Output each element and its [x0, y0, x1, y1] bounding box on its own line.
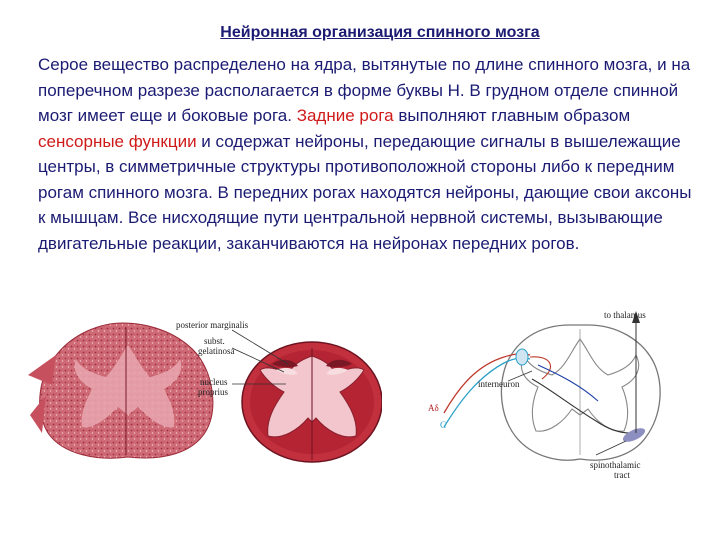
label-c-fiber: C: [440, 420, 447, 430]
slide-title: Нейронная организация спинного мозга: [220, 24, 540, 41]
schematic-section-svg: [232, 318, 382, 466]
label-posterior-marginalis: posterior marginalis: [176, 320, 249, 330]
schematic-section-image: [232, 318, 382, 466]
label-subst-gelatinosa-line2: gelatinosa: [198, 346, 235, 356]
label-nucleus-proprius-line2: proprius: [198, 387, 228, 397]
body-paragraph: [38, 52, 698, 256]
pain-pathway-svg: [420, 305, 690, 480]
paragraph-part-3: и содержат нейроны, передающие сигналы в вышележащие центры, в симметричные структуры противоположной стороны либо к передним рогам спинного мозга. В передних рогах находятся нейроны, дающие свои аксоны к мышцам. Все нисходящие пути центральной нервной системы, вызывающие двигательные реакции, заканчиваются на нейронах передних рогов.: [38, 131, 692, 253]
highlight-sensory-functions: сенсорные функции: [38, 131, 197, 151]
pain-pathway-diagram: [420, 305, 690, 480]
highlight-dorsal-horns: Задние рога: [296, 106, 394, 125]
label-spinothalamic-line2: tract: [614, 470, 630, 480]
label-interneuron: interneuron: [478, 379, 520, 389]
label-nucleus-proprius-line1: nucleus: [200, 377, 228, 387]
label-subst-gelatinosa-line1: subst.: [204, 336, 225, 346]
label-to-thalamus: to thalamus: [604, 310, 646, 320]
paragraph-part-1: Серое вещество распределено на ядра, вытянутые по длине спинного мозга, и на поперечном разрезе располагается в форме буквы Н. В грудном отделе спинной мозг имеет еще и боковые рога.: [38, 55, 691, 125]
label-a-delta-fiber: Aδ: [428, 403, 439, 413]
paragraph-part-2: выполняют главным образом: [393, 106, 631, 125]
label-spinothalamic-line1: spinothalamic: [590, 460, 641, 470]
